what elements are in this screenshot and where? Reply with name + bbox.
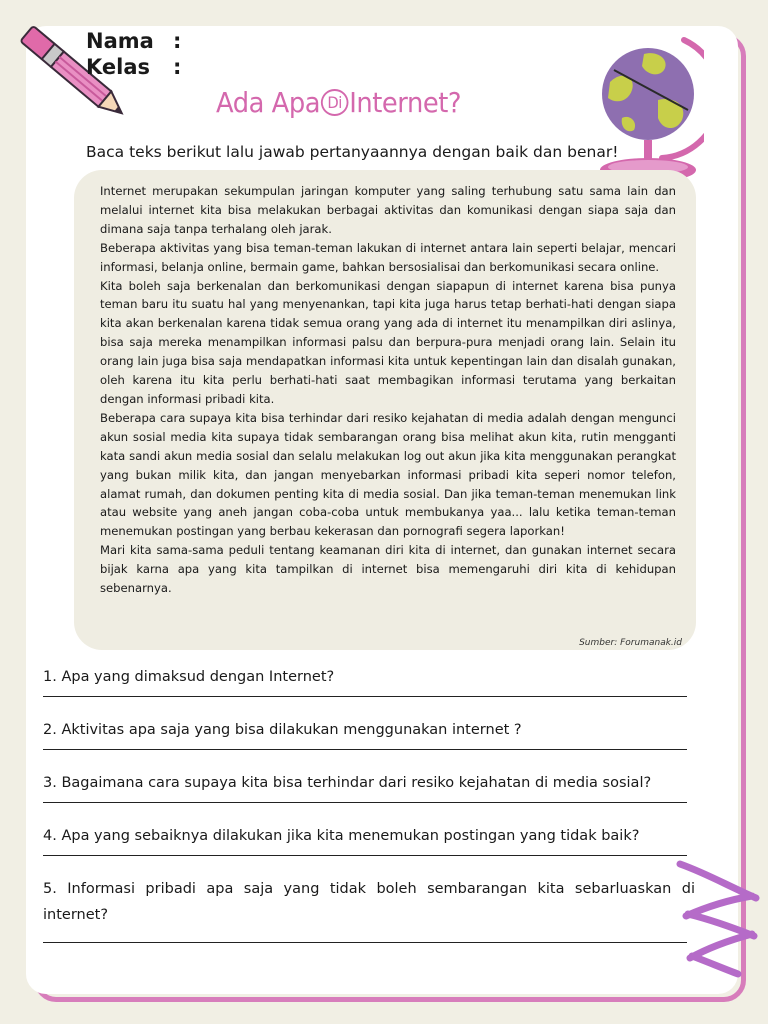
question-text: 3. Bagaimana cara supaya kita bisa terhindar dari resiko kejahatan di media sosial? <box>43 775 652 791</box>
source-citation: Sumber: Forumanak.id <box>579 638 682 648</box>
answer-line[interactable] <box>43 942 687 943</box>
reading-paragraph: Beberapa cara supaya kita bisa terhindar dari resiko kejahatan di media adalah dengan mengunci akun sosial media kita supaya tidak sembarangan orang bisa melihat akun kita, rutin mengganti kata sandi akun media sosial dan selalu melakukan log out akun jika kita menggunakan perangkat yang bukan milik kita, dan jangan menyebarkan informasi pribadi kita seperi nomor telefon, alamat rumah, dan dokumen penting kita di media sosial. Dan jika teman-teman menemukan link atau website yang aneh jangan coba-coba untuk membukanya yaa... lalu ketika teman-teman menemukan postingan yang berbau kekerasan dan pornografi segera laporkan! <box>100 410 676 539</box>
reading-paragraph: Mari kita sama-sama peduli tentang keamanan diri kita di internet, dan gunakan internet secara bijak karna apa yang kita tampilkan di internet bisa memengaruhi diri kita di kehidupan sebenarnya. <box>100 543 676 596</box>
question-text: 1. Apa yang dimaksud dengan Internet? <box>43 669 335 685</box>
reading-paragraph: Internet merupakan sekumpulan jaringan komputer yang saling terhubung satu sama lain dan melalui internet kita bisa melakukan berbagai aktivitas dan komunikasi dengan siapa saja dan dimana saja tanpa terhalang oleh jarak. <box>100 184 676 236</box>
class-colon: : <box>173 55 182 79</box>
question-text: 5. Informasi pribadi apa saja yang tidak boleh sembarangan kita sebarluaskan di internet? <box>43 881 695 923</box>
reading-passage <box>100 182 676 598</box>
question-list <box>43 664 698 943</box>
title-circle-word: Di <box>321 89 348 116</box>
question-text: 4. Apa yang sebaiknya dilakukan jika kita menemukan postingan yang tidak baik? <box>43 828 640 844</box>
question-item <box>43 664 698 697</box>
reading-paragraph: Beberapa aktivitas yang bisa teman-teman lakukan di internet antara lain seperti belajar, mencari informasi, belanja online, bermain game, bahkan bersosialisai dan berkomunikasi secara online. <box>100 240 676 274</box>
question-item <box>43 717 698 750</box>
reading-paragraph: Kita boleh saja berkenalan dan berkomunikasi dengan siapapun di internet karena bisa punya teman baru itu suatu hal yang menyenankan, tapi kita juga harus tetap berhati-hati dengan siapa kita akan berkenalan karena tidak semua orang yang ada di internet itu menampilkan diri aslinya, bisa saja mereka menampilkan informasi palsu dan berpura-pura menjadi orang lain. Selain itu orang lain juga bisa saja mendapatkan informasi kita untuk kepentingan lain dan disalah gunakan, oleh karena itu kita perlu berhati-hati saat membagikan informasi terutama yang berkaitan dengan informasi pribadi kita. <box>100 278 676 406</box>
answer-line[interactable] <box>43 696 687 697</box>
scribble-decoration <box>668 856 764 980</box>
class-row <box>86 54 181 80</box>
worksheet-title <box>216 86 461 119</box>
question-text: 2. Aktivitas apa saja yang bisa dilakukan menggunakan internet ? <box>43 722 522 738</box>
reading-passage-box <box>74 170 696 650</box>
name-colon: : <box>173 29 182 53</box>
class-label: Kelas <box>86 55 151 79</box>
student-identity <box>86 28 181 80</box>
answer-line[interactable] <box>43 802 687 803</box>
title-part-1: Ada Apa <box>216 86 321 119</box>
globe-icon <box>592 30 704 190</box>
answer-line[interactable] <box>43 855 687 856</box>
name-label: Nama <box>86 29 154 53</box>
answer-line[interactable] <box>43 749 687 750</box>
title-part-2: Internet? <box>349 86 462 119</box>
question-item <box>43 770 698 803</box>
question-item <box>43 876 698 943</box>
instruction-text: Baca teks berikut lalu jawab pertanyaannya dengan baik dan benar! <box>86 143 619 161</box>
question-item <box>43 823 698 856</box>
name-row <box>86 28 181 54</box>
